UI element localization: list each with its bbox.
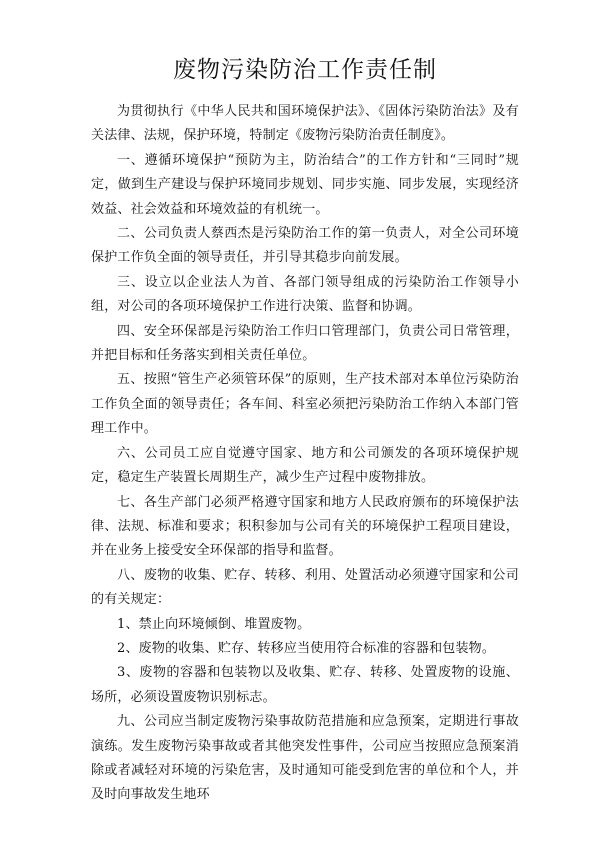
clause-4-paragraph: 四、安全环保部是污染防治工作归口管理部门，负责公司日常管理，并把目标和任务落实到相关责任单位。 [91, 323, 519, 364]
document-body [91, 100, 519, 808]
intro-paragraph: 为贯彻执行《中华人民共和国环境保护法》、《固体污染防治法》及有关法律、法规，保护环境，特制定《废物污染防治责任制度》。 [91, 104, 519, 144]
clause-1-paragraph: 一、遵循环境保护“预防为主，防治结合”的工作方针和“三同时”规定，做到生产建设与保护环境同步规划、同步实施、同步发展，实现经济效益、社会效益和环境效益的有机统一。 [91, 152, 519, 217]
clause-2-paragraph: 二、公司负责人蔡西杰是污染防治工作的第一负责人，对全公司环境保护工作负全面的领导责任，并引导其稳步向前发展。 [91, 226, 519, 266]
document-title: 废物污染防治工作责任制 [173, 57, 437, 83]
clause-3-paragraph: 三、设立以企业法人为首、各部门领导组成的污染防治工作领导小组，对公司的各项环境保护工作进行决策、监督和协调。 [91, 274, 519, 315]
clause-8-item-1: 1、禁止向环境倾倒、堆置废物。 [117, 616, 311, 632]
clause-8-item-3: 3、废物的容器和包装物以及收集、贮存、转移、处置废物的设施、场所，必须设置废物识别标志。 [91, 665, 519, 705]
clause-8-paragraph: 八、废物的收集、贮存、转移、利用、处置活动必须遵守国家和公司的有关规定： [91, 567, 519, 608]
clause-7-paragraph: 七、各生产部门必须严格遵守国家和地方人民政府颁布的环境保护法律、法规、标准和要求；积积参加与公司有关的环境保护工程项目建设，并在业务上接受安全环保部的指导和监督。 [91, 494, 519, 559]
clause-6-paragraph: 六、公司员工应自觉遵守国家、地方和公司颁发的各项环境保护规定，稳定生产装置长周期生产，减少生产过程中废物排放。 [91, 445, 519, 486]
clause-8-item-2: 2、废物的收集、贮存、转移应当使用符合标准的容器和包装物。 [117, 640, 496, 656]
clause-9-paragraph: 九、公司应当制定废物污染事故防范措施和应急预案，定期进行事故演练。发生废物污染事故或者其他突发性事件，公司应当按照应急预案消除或者减轻对环境的污染危害，及时通知可能受到危害的单位和个人，并及时向事故发生地环 [91, 714, 519, 803]
clause-5-paragraph: 五、按照“管生产必须管环保”的原则，生产技术部对本单位污染防治工作负全面的领导责任；各车间、科室必须把污染防治工作纳入本部门管理工作中。 [91, 372, 519, 437]
